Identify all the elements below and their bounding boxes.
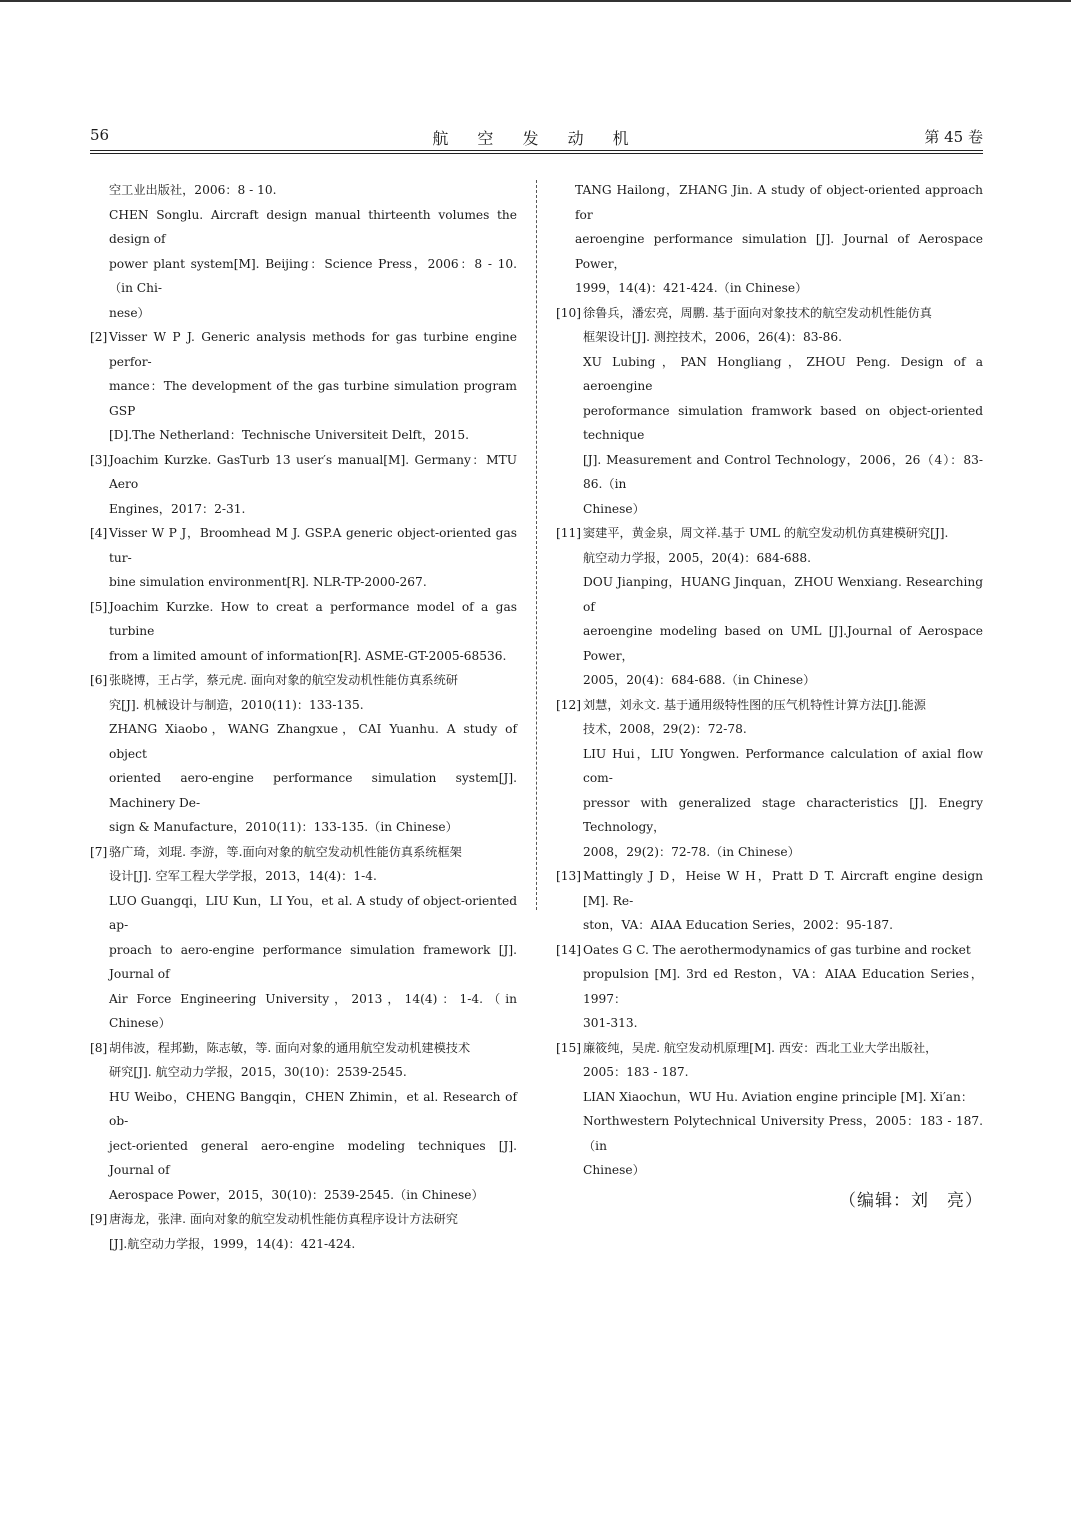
- reference-10: [10] 徐鲁兵，潘宏亮，周鹏. 基于面向对象技术的航空发动机性能仿真 框架设计[J]. 测控技术，2006，26(4)：83-86. XU Lubing，PAN Hongliang，ZHOU Peng. Design of a aeroengine peroformance simulation framwork based on object-oriented technique [J]. Measurement and Control Technology，2006，26（4）：83-86.（in Chinese）: [556, 301, 983, 522]
- editor-note: （编辑：刘 亮）: [839, 1190, 983, 1211]
- reference-number: [4]: [90, 526, 108, 540]
- reference-number: [6]: [90, 673, 108, 687]
- reference-number: [12]: [556, 697, 582, 712]
- header-rule-top: [90, 150, 983, 151]
- page-number: 56: [90, 126, 110, 144]
- reference-4: [4] Visser W P J，Broomhead M J. GSP.A generic object-oriented gas tur- bine simulation environment[R]. NLR-TP-2000-267.: [90, 521, 517, 595]
- reference-number: [13]: [556, 869, 582, 883]
- reference-2: [2] Visser W P J. Generic analysis methods for gas turbine engine perfor- mance：The development of the gas turbine simulation program GSP [D].The Netherland：Technische Universiteit Delft，2015.: [90, 325, 517, 448]
- reference-number: [2]: [90, 330, 108, 344]
- header-rule-bottom: [90, 153, 983, 154]
- reference-5: [5] Joachim Kurzke. How to creat a performance model of a gas turbine from a limited amount of information[R]. ASME-GT-2005-68536.: [90, 595, 517, 669]
- reference-13: [13] Mattingly J D，Heise W H，Pratt D T. Aircraft engine design [M]. Re- ston，VA：AIAA Education Series，2002：95-187.: [556, 864, 983, 938]
- reference-number: [8]: [90, 1040, 108, 1055]
- reference-8: [8] 胡伟波，程邦勤，陈志敏，等. 面向对象的通用航空发动机建模技术 研究[J]. 航空动力学报，2015，30(10)：2539-2545. HU Weibo，CHENG Bangqin，CHEN Zhimin，et al. Research of ob- ject-oriented general aero-engine modeling techniques [J]. Journal of Aerospace Power，2015，30(10)：2539-2545.（in Chinese）: [90, 1036, 517, 1208]
- reference-11: [11] 窦建平，黄金泉，周文祥.基于 UML 的航空发动机仿真建模研究[J]. 航空动力学报，2005，20(4)：684-688. DOU Jianping，HUANG Jinquan，ZHOU Wenxiang. Researching of aeroengine modeling based on UML [J].Journal of Aerospace Power， 2005，20(4)：684-688.（in Chinese）: [556, 521, 983, 693]
- reference-number: [10]: [556, 305, 582, 320]
- reference-column-left: [90, 178, 517, 1256]
- reference-6: [6] 张晓博，王占学，蔡元虎. 面向对象的航空发动机性能仿真系统研 究[J]. 机械设计与制造，2010(11)：133-135. ZHANG Xiaobo，WANG Zhangxue，CAI Yuanhu. A study of object oriented aero-engine performance simulation system[J]. Machinery De- sign & Manufacture，2010(11)：133-135.（in Chinese）: [90, 668, 517, 840]
- reference-number: [5]: [90, 599, 108, 614]
- reference-9-continuation: TANG Hailong，ZHANG Jin. A study of object-oriented approach for aeroengine performance simulation [J]. Journal of Aerospace Power， 1999，14(4)：421-424.（in Chinese）: [575, 183, 983, 295]
- reference-1-continuation: 空工业出版社，2006：8 - 10. CHEN Songlu. Aircraft design manual thirteenth volumes the design of power plant system[M]. Beijing：Science Press，2006：8 - 10.（in Chi- nese）: [109, 183, 517, 320]
- reference-number: [14]: [556, 942, 582, 957]
- reference-number: [7]: [90, 844, 108, 859]
- reference-number: [15]: [556, 1040, 582, 1055]
- reference-number: [11]: [556, 526, 582, 540]
- reference-number: [3]: [90, 452, 108, 467]
- reference-column-right: [556, 178, 983, 1213]
- column-divider: [536, 180, 537, 910]
- reference-3: [3] Joachim Kurzke. GasTurb 13 user′s manual[M]. Germany：MTU Aero Engines，2017：2-31.: [90, 448, 517, 522]
- reference-9: [9] 唐海龙，张津. 面向对象的航空发动机性能仿真程序设计方法研究 [J].航空动力学报，1999，14(4)：421-424.: [90, 1207, 517, 1256]
- reference-7: [7] 骆广琦，刘琨. 李游，等.面向对象的航空发动机性能仿真系统框架 设计[J]. 空军工程大学学报，2013，14(4)：1-4. LUO Guangqi，LIU Kun，LI You，et al. A study of object-oriented ap- proach to aero-engine performance simulation framework [J]. Journal of Air Force Engineering University，2013，14(4)：1-4.（in Chinese）: [90, 840, 517, 1036]
- page-header: [90, 126, 983, 148]
- top-border-rule: [0, 0, 1071, 2]
- journal-title: 航 空 发 动 机: [432, 129, 641, 148]
- volume-label: 第 45 卷: [924, 128, 983, 146]
- reference-12: [12] 刘慧，刘永文. 基于通用级特性图的压气机特性计算方法[J].能源 技术，2008，29(2)：72-78. LIU Hui，LIU Yongwen. Performance calculation of axial flow com- pressor with generalized stage characteristics [J]. Enegry Technology， 2008，29(2)：72-78.（in Chinese）: [556, 693, 983, 865]
- reference-15: [15] 廉筱纯，吴虎. 航空发动机原理[M]. 西安：西北工业大学出版社， 2005：183 - 187. LIAN Xiaochun，WU Hu. Aviation engine principle [M]. Xi′an： Northwestern Polytechnical University Press，2005：183 - 187.（in Chinese）: [556, 1036, 983, 1183]
- reference-number: [9]: [90, 1212, 108, 1226]
- reference-14: [14] Oates G C. The aerothermodynamics of gas turbine and rocket propulsion [M]. 3rd ed Reston，VA：AIAA Education Series，1997： 301-313.: [556, 938, 983, 1036]
